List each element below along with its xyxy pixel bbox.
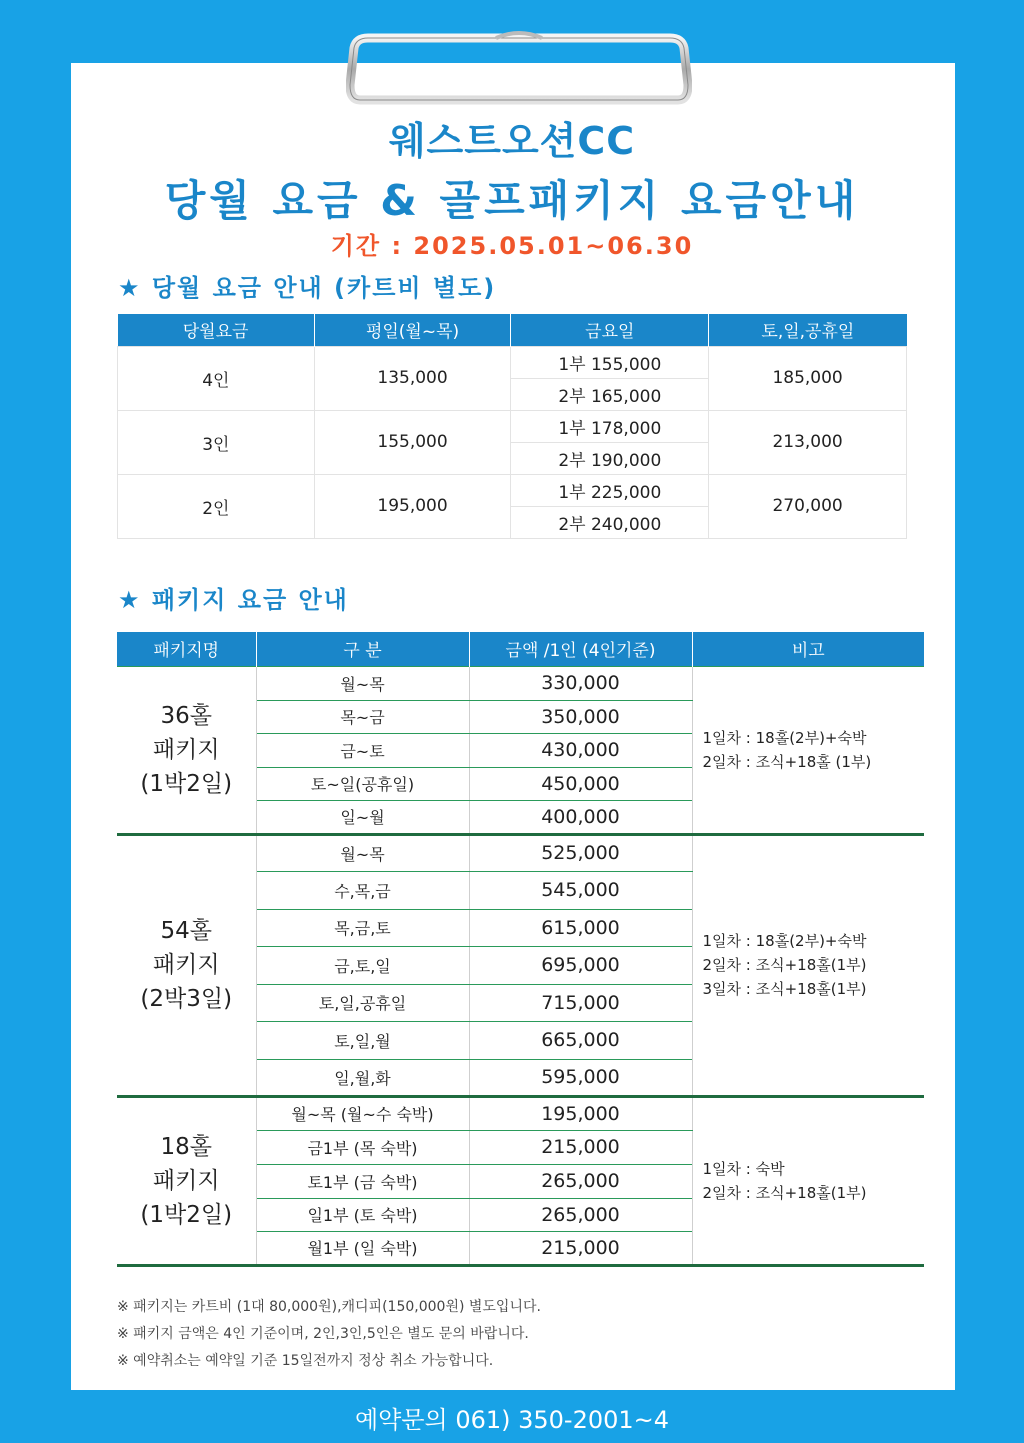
friday-price-cell: 2부 190,000 [511,442,709,474]
package-type-cell: 월~목 [256,666,469,700]
package-type-cell: 토,일,월 [256,1021,469,1059]
friday-price-cell: 1부 155,000 [511,346,709,378]
table-header-row [118,314,907,346]
brand-title: 웨스트오션CC [388,119,636,163]
table-row [117,1096,924,1130]
package-type-cell: 월~목 (월~수 숙박) [256,1096,469,1130]
note-line: ※ 패키지는 카트비 (1대 80,000원),캐디피(150,000원) 별도입니다. [117,1299,541,1315]
friday-price-cell: 1부 225,000 [511,474,709,506]
monthly-section-title: ★ 당월 요금 안내 (카트비 별도) [118,274,497,302]
weekend-price-cell: 213,000 [709,410,907,474]
friday-price-cell: 1부 178,000 [511,410,709,442]
monthly-fee-table [117,314,907,539]
package-type-cell: 수,목,금 [256,871,469,909]
package-fee-table [117,632,924,1267]
package-type-cell: 금,토,일 [256,946,469,984]
package-price-cell: 450,000 [469,767,692,800]
package-section-title: ★ 패키지 요금 안내 [118,586,349,614]
package-note-line: 2일차 : 조식+18홀 (1부) [702,752,872,771]
people-cell: 3인 [118,410,315,474]
package-note-cell [692,834,924,1096]
package-price-cell: 265,000 [469,1164,692,1198]
column-header: 금액 /1인 (4인기준) [469,632,692,666]
package-price-cell: 595,000 [469,1059,692,1096]
clipboard-clip-icon [346,30,692,110]
package-name-line: 패키지 [152,736,220,763]
weekday-price-cell: 135,000 [314,346,511,410]
note-line: ※ 예약취소는 예약일 기준 15일전까지 정상 취소 가능합니다. [117,1353,494,1369]
weekend-price-cell: 270,000 [709,474,907,538]
package-note-cell [692,666,924,834]
column-header: 당월요금 [118,314,315,346]
package-name-line: (1박2일) [140,1201,233,1228]
weekday-price-cell: 195,000 [314,474,511,538]
column-header: 토,일,공휴일 [709,314,907,346]
table-row [118,346,907,378]
package-type-cell: 일,월,화 [256,1059,469,1096]
page-title: 당월 요금 & 골프패키지 요금안내 [164,176,860,225]
package-price-cell: 195,000 [469,1096,692,1130]
package-note-line: 1일차 : 숙박 [702,1159,785,1178]
weekday-price-cell: 155,000 [314,410,511,474]
package-price-cell: 215,000 [469,1231,692,1265]
package-name-line: 패키지 [152,1167,220,1194]
package-price-cell: 265,000 [469,1198,692,1231]
package-type-cell: 월1부 (일 숙박) [256,1231,469,1265]
table-header-row [117,632,924,666]
people-cell: 2인 [118,474,315,538]
package-name-line: 36홀 [160,702,212,729]
table-row [118,474,907,506]
package-note-line: 2일차 : 조식+18홀(1부) [702,1183,867,1202]
package-name-line: (2박3일) [140,986,233,1012]
package-price-cell: 350,000 [469,700,692,733]
friday-price-cell: 2부 240,000 [511,506,709,538]
package-price-cell: 695,000 [469,946,692,984]
column-header: 비고 [692,632,924,666]
column-header: 금요일 [511,314,709,346]
package-type-cell: 토,일,공휴일 [256,984,469,1021]
people-cell: 4인 [118,346,315,410]
package-price-cell: 215,000 [469,1130,692,1164]
package-note-cell [692,1096,924,1265]
package-name-cell [117,834,256,1096]
weekend-price-cell: 185,000 [709,346,907,410]
package-type-cell: 일~월 [256,800,469,834]
package-price-cell: 715,000 [469,984,692,1021]
package-price-cell: 545,000 [469,871,692,909]
package-note-line: 2일차 : 조식+18홀(1부) [702,956,867,974]
package-name-line: 18홀 [160,1133,212,1160]
table-row [118,410,907,442]
package-type-cell: 금1부 (목 숙박) [256,1130,469,1164]
column-header: 평일(월~목) [314,314,511,346]
package-type-cell: 토~일(공휴일) [256,767,469,800]
package-type-cell: 일1부 (토 숙박) [256,1198,469,1231]
package-name-line: 54홀 [160,918,212,944]
package-name-cell [117,1096,256,1265]
package-price-cell: 615,000 [469,909,692,946]
notes-block [117,1294,541,1375]
package-type-cell: 목~금 [256,700,469,733]
friday-price-cell: 2부 165,000 [511,378,709,410]
package-note-line: 1일차 : 18홀(2부)+숙박 [702,728,867,747]
package-type-cell: 금~토 [256,733,469,767]
period-label: 기간 : 2025.05.01~06.30 [330,232,694,260]
package-price-cell: 665,000 [469,1021,692,1059]
package-name-line: 패키지 [152,952,220,978]
package-type-cell: 월~목 [256,834,469,871]
column-header: 패키지명 [117,632,256,666]
package-price-cell: 330,000 [469,666,692,700]
package-note-line: 1일차 : 18홀(2부)+숙박 [702,932,867,950]
table-row [117,834,924,871]
table-row [117,666,924,700]
package-name-line: (1박2일) [140,770,233,797]
package-price-cell: 525,000 [469,834,692,871]
package-price-cell: 430,000 [469,733,692,767]
package-name-cell [117,666,256,834]
package-note-line: 3일차 : 조식+18홀(1부) [702,980,867,998]
note-line: ※ 패키지 금액은 4인 기준이며, 2인,3인,5인은 별도 문의 바랍니다. [117,1326,529,1342]
package-type-cell: 목,금,토 [256,909,469,946]
reservation-contact: 예약문의 061) 350-2001~4 [354,1406,670,1434]
column-header: 구 분 [256,632,469,666]
package-type-cell: 토1부 (금 숙박) [256,1164,469,1198]
package-price-cell: 400,000 [469,800,692,834]
